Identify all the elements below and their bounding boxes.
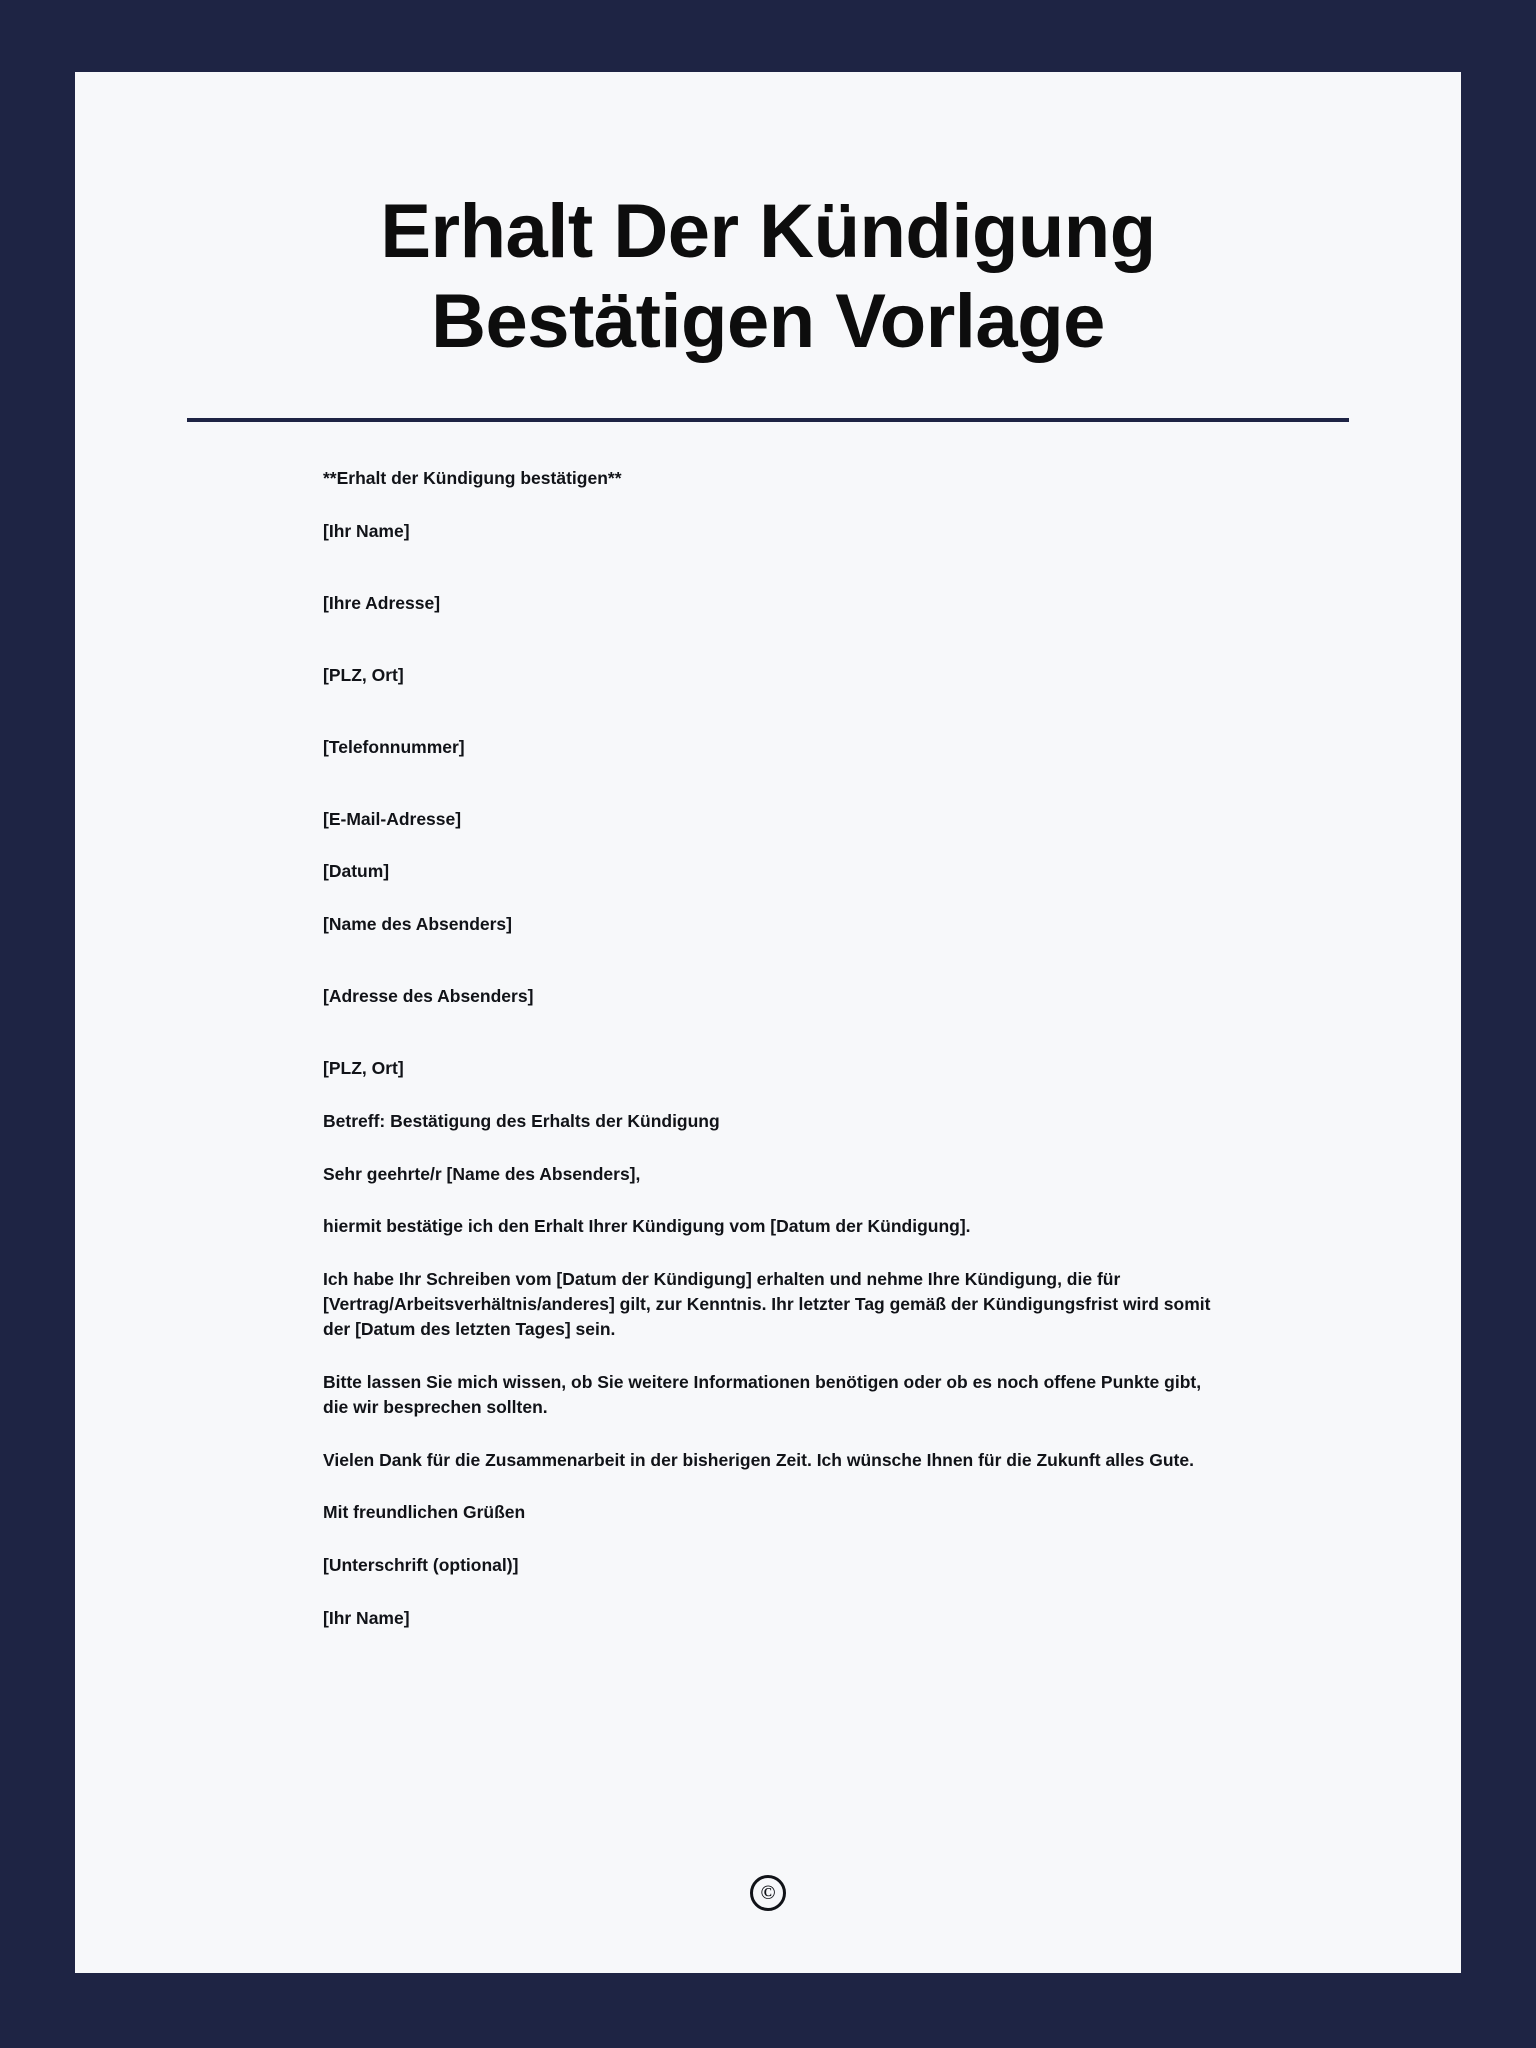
letter-closing: Mit freundlichen Grüßen: [323, 1502, 526, 1523]
document-sheet: [75, 72, 1461, 1973]
spacer: [323, 1186, 1213, 1214]
spacer: [323, 1342, 1213, 1370]
spacer: [323, 1420, 1213, 1448]
letter-subject-line: Betreff: Bestätigung des Erhalts der Kündigung: [323, 1110, 720, 1131]
sender-name: [Ihr Name]: [323, 521, 410, 542]
sender-zip-city: [PLZ, Ort]: [323, 664, 404, 685]
spacer: [323, 616, 1213, 663]
spacer: [323, 491, 1213, 519]
letter-signature: [Unterschrift (optional)]: [323, 1555, 519, 1576]
sender-address: [Ihre Adresse]: [323, 593, 441, 614]
spacer: [323, 1578, 1213, 1606]
letter-salutation: Sehr geehrte/r [Name des Absenders],: [323, 1163, 641, 1184]
letter-body: [75, 422, 1461, 1631]
spacer: [323, 884, 1213, 912]
sender-email: [E-Mail-Adresse]: [323, 808, 462, 829]
spacer: [323, 937, 1213, 984]
page-title: [165, 187, 1371, 366]
letter-paragraph-3: Bitte lassen Sie mich wissen, ob Sie weitere Informationen benötigen oder ob es noch offene Punkte gibt, die wir besprechen sollten.: [323, 1371, 1202, 1417]
title-block: [75, 72, 1461, 422]
spacer: [323, 1525, 1213, 1553]
page-title-line-1: Erhalt Der Kündigung: [380, 189, 1156, 274]
spacer: [323, 544, 1213, 591]
document-footer: [75, 1875, 1461, 1973]
letter-paragraph-4: Vielen Dank für die Zusammenarbeit in der bisherigen Zeit. Ich wünsche Ihnen für die Zukunft alles Gute.: [323, 1449, 1194, 1470]
spacer: [323, 1472, 1213, 1500]
spacer: [323, 1009, 1213, 1056]
recipient-name: [Name des Absenders]: [323, 914, 512, 935]
letter-closing-name: [Ihr Name]: [323, 1608, 410, 1629]
letter-paragraph-2: Ich habe Ihr Schreiben vom [Datum der Kündigung] erhalten und nehme Ihre Kündigung, die für [Vertrag/Arbeitsverhältnis/anderes] gilt, zur Kenntnis. Ihr letzter Tag gemäß der Kündigungsfrist wird somit der [Datum des letzten Tages] sein.: [323, 1269, 1211, 1339]
letter-date: [Datum]: [323, 861, 390, 882]
letter-subject-bold: **Erhalt der Kündigung bestätigen**: [323, 468, 622, 489]
letter-paragraph-1: hiermit bestätige ich den Erhalt Ihrer Kündigung vom [Datum der Kündigung].: [323, 1216, 971, 1237]
spacer: [323, 760, 1213, 807]
spacer: [323, 1239, 1213, 1267]
spacer: [323, 1081, 1213, 1109]
copyright-icon: ©: [750, 1875, 786, 1911]
spacer: [323, 688, 1213, 735]
sender-phone: [Telefonnummer]: [323, 736, 465, 757]
spacer: [323, 1134, 1213, 1162]
recipient-zip-city: [PLZ, Ort]: [323, 1057, 404, 1078]
recipient-address: [Adresse des Absenders]: [323, 986, 534, 1007]
spacer: [323, 831, 1213, 859]
page-title-line-2: Bestätigen Vorlage: [431, 278, 1105, 364]
